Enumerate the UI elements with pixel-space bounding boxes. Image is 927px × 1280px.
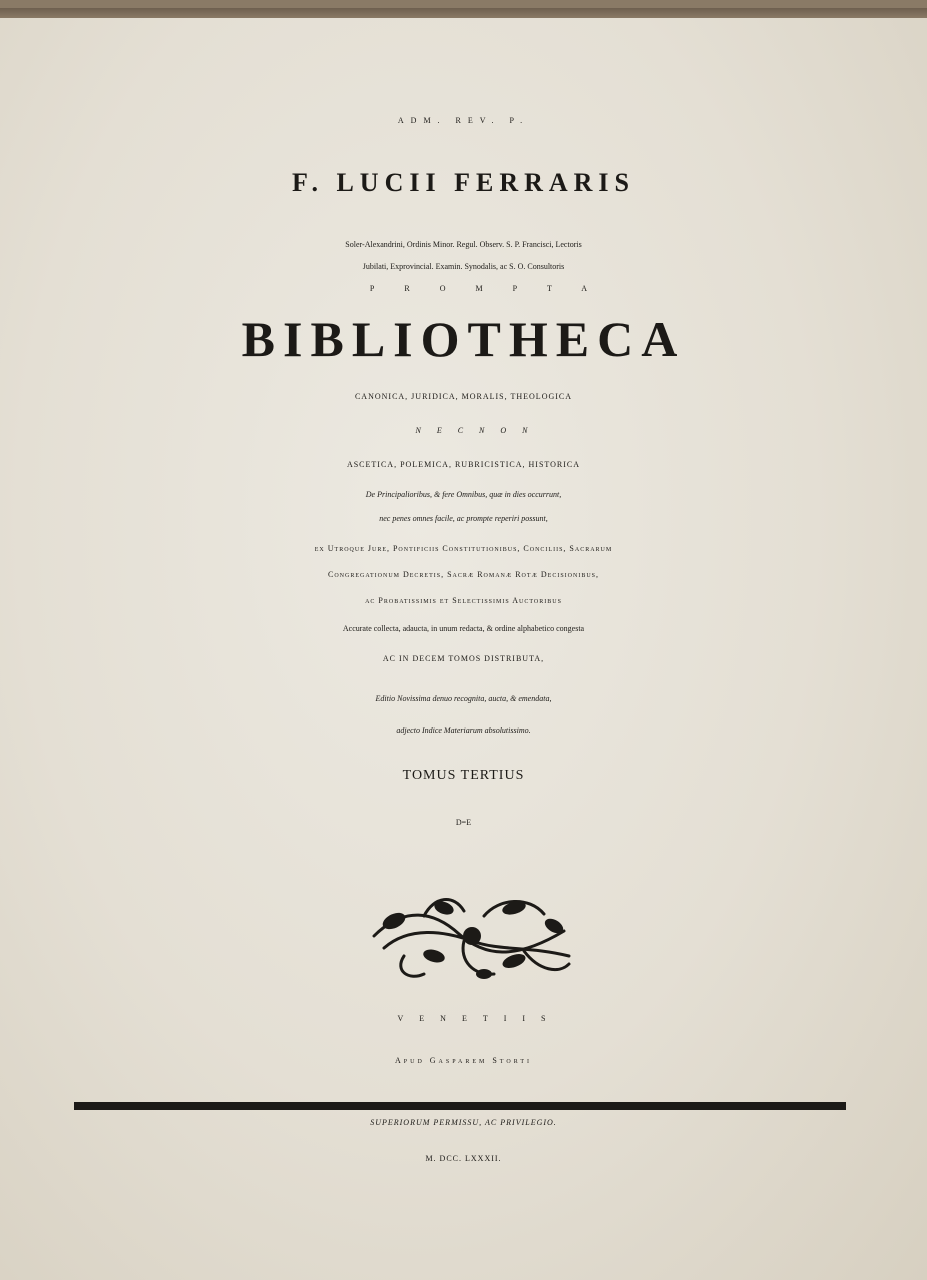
sources-line-1: ex Utroque Jure, Pontificiis Constitutionibus, Conciliis, Sacrarum <box>314 544 613 553</box>
subjects-line-1: CANONICA, JURIDICA, MORALIS, THEOLOGICA <box>354 392 573 401</box>
imprint-year: M. DCC. LXXXII. <box>425 1154 502 1163</box>
distribution-line: AC IN DECEM TOMOS DISTRIBUTA, <box>382 654 545 663</box>
index-line: adjecto Indice Materiarum absolutissimo. <box>396 726 531 735</box>
edition-line: Editio Novissima denuo recognita, aucta, & emendata, <box>375 694 552 703</box>
volume-letters: D=E <box>455 818 472 827</box>
description-line-1: De Principalioribus, & fere Omnibus, quæ in dies occurrunt, <box>365 490 562 499</box>
imprint-publisher: Apud Gasparem Storti <box>395 1056 532 1065</box>
permission-line: SUPERIORUM PERMISSU, AC PRIVILEGIO. <box>370 1118 557 1127</box>
necnon-line: NECNON <box>415 426 544 435</box>
sources-line-2: Congregationum Decretis, Sacræ Romanæ Rotæ Decisionibus, <box>327 570 600 579</box>
title-page <box>0 8 927 1280</box>
accurate-line: Accurate collecta, adaucta, in unum redacta, & ordine alphabetico congesta <box>342 624 585 633</box>
imprint-place: VENETIIS <box>397 1014 562 1023</box>
title-prompta: PROMPTA <box>369 284 618 293</box>
imprint-rule <box>74 1102 846 1110</box>
volume-title: TOMUS TERTIUS <box>402 768 525 783</box>
sources-line-3: ac Probatissimis et Selectissimis Auctoribus <box>365 596 562 605</box>
floral-vignette-icon <box>364 886 580 986</box>
title-bibliotheca: BIBLIOTHECA <box>241 311 686 367</box>
author-description-line-2: Jubilati, Exprovincial. Examin. Synodalis, ac S. O. Consultoris <box>362 262 565 271</box>
subjects-line-2: ASCETICA, POLEMICA, RUBRICISTICA, HISTORICA <box>346 460 581 469</box>
author-description-line-1: Soler-Alexandrini, Ordinis Minor. Regul. Observ. S. P. Francisci, Lectoris <box>345 240 582 249</box>
page-top-edge <box>0 8 927 18</box>
description-line-2: nec penes omnes facile, ac prompte reperiri possunt, <box>379 514 548 523</box>
author-name: F. LUCII FERRARIS <box>291 168 636 197</box>
honorific-line: ADM. REV. P. <box>397 116 530 125</box>
